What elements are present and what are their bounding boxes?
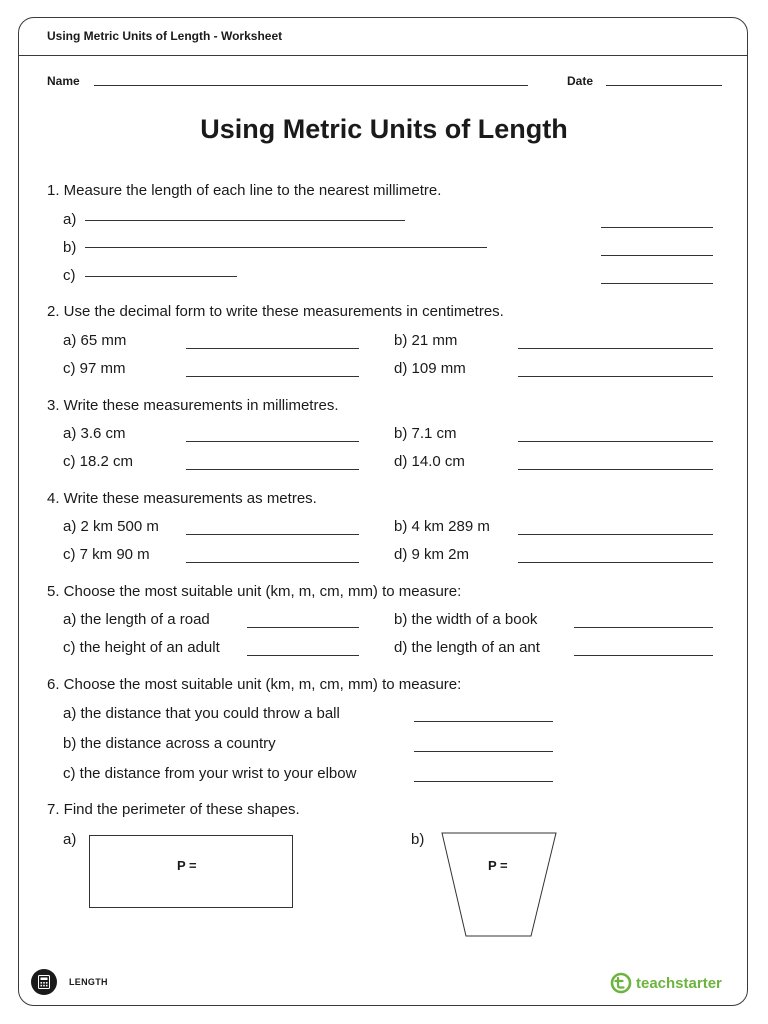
q1-prompt: 1. Measure the length of each line to the nearest millimetre. [47,182,442,199]
q7-prompt: 7. Find the perimeter of these shapes. [47,801,300,818]
q6-answer-b[interactable] [414,751,553,752]
q2-answer-d[interactable] [518,376,713,377]
q4-item-b: b) 4 km 289 m [394,518,490,535]
q5-item-c: c) the height of an adult [63,639,220,656]
q5-item-b: b) the width of a book [394,611,538,628]
q3-item-d: d) 14.0 cm [394,453,465,470]
q3-answer-c[interactable] [186,469,359,470]
q2-item-b: b) 21 mm [394,332,458,349]
q4-answer-a[interactable] [186,534,359,535]
teachstarter-logo [610,972,722,994]
q5-prompt: 5. Choose the most suitable unit (km, m, cm, mm) to measure: [47,583,462,600]
brand-name: teachstarter [636,974,722,992]
page-title: Using Metric Units of Length [200,114,568,144]
q3-item-b: b) 7.1 cm [394,425,457,442]
q3-item-c: c) 18.2 cm [63,453,134,470]
perimeter-label-b: P = [488,858,508,873]
q4-item-a: a) 2 km 500 m [63,518,159,535]
q6-item-c: c) the distance from your wrist to your elbow [63,765,357,782]
q3-item-a: a) 3.6 cm [63,425,126,442]
q1-line-b [85,247,487,248]
q4-prompt: 4. Write these measurements as metres. [47,490,317,507]
q1-answer-c[interactable] [601,283,713,284]
perimeter-label-a: P = [177,858,197,873]
q5-answer-b[interactable] [574,627,713,628]
q4-answer-b[interactable] [518,534,713,535]
q6-prompt: 6. Choose the most suitable unit (km, m, cm, mm) to measure: [47,676,462,693]
footer-section-label: LENGTH [69,977,108,987]
q2-answer-b[interactable] [518,348,713,349]
q5-answer-a[interactable] [247,627,359,628]
q5-item-d: d) the length of an ant [394,639,540,656]
teachstarter-logo-icon [610,972,632,994]
q1-item-c-label: c) [63,267,76,284]
q1-line-c [85,276,237,277]
q5-answer-d[interactable] [574,655,713,656]
date-field-line[interactable] [606,85,722,86]
q3-prompt: 3. Write these measurements in millimetres. [47,397,339,414]
q4-answer-d[interactable] [518,562,713,563]
q2-item-d: d) 109 mm [394,360,466,377]
header-title: Using Metric Units of Length - Worksheet [47,29,283,43]
q2-answer-a[interactable] [186,348,359,349]
q4-answer-c[interactable] [186,562,359,563]
q2-item-a: a) 65 mm [63,332,127,349]
q2-prompt: 2. Use the decimal form to write these measurements in centimetres. [47,303,504,320]
trapezium-shape [436,832,560,938]
name-field-line[interactable] [94,85,528,86]
header-divider [18,55,748,56]
q6-answer-c[interactable] [414,781,553,782]
q1-answer-a[interactable] [601,227,713,228]
q2-item-c: c) 97 mm [63,360,126,377]
date-label: Date [567,74,594,88]
q6-answer-a[interactable] [414,721,553,722]
q6-item-b: b) the distance across a country [63,735,276,752]
q7-label-a: a) [63,831,77,848]
q1-answer-b[interactable] [601,255,713,256]
calculator-icon [31,969,57,995]
q2-answer-c[interactable] [186,376,359,377]
q4-item-c: c) 7 km 90 m [63,546,150,563]
q3-answer-b[interactable] [518,441,713,442]
q4-item-d: d) 9 km 2m [394,546,470,563]
q1-line-a [85,220,405,221]
q7-label-b: b) [411,831,425,848]
q5-answer-c[interactable] [247,655,359,656]
q5-item-a: a) the length of a road [63,611,210,628]
q6-item-a: a) the distance that you could throw a ball [63,705,340,722]
q1-item-b-label: b) [63,239,77,256]
name-label: Name [47,74,80,88]
q1-item-a-label: a) [63,211,77,228]
q3-answer-a[interactable] [186,441,359,442]
q3-answer-d[interactable] [518,469,713,470]
